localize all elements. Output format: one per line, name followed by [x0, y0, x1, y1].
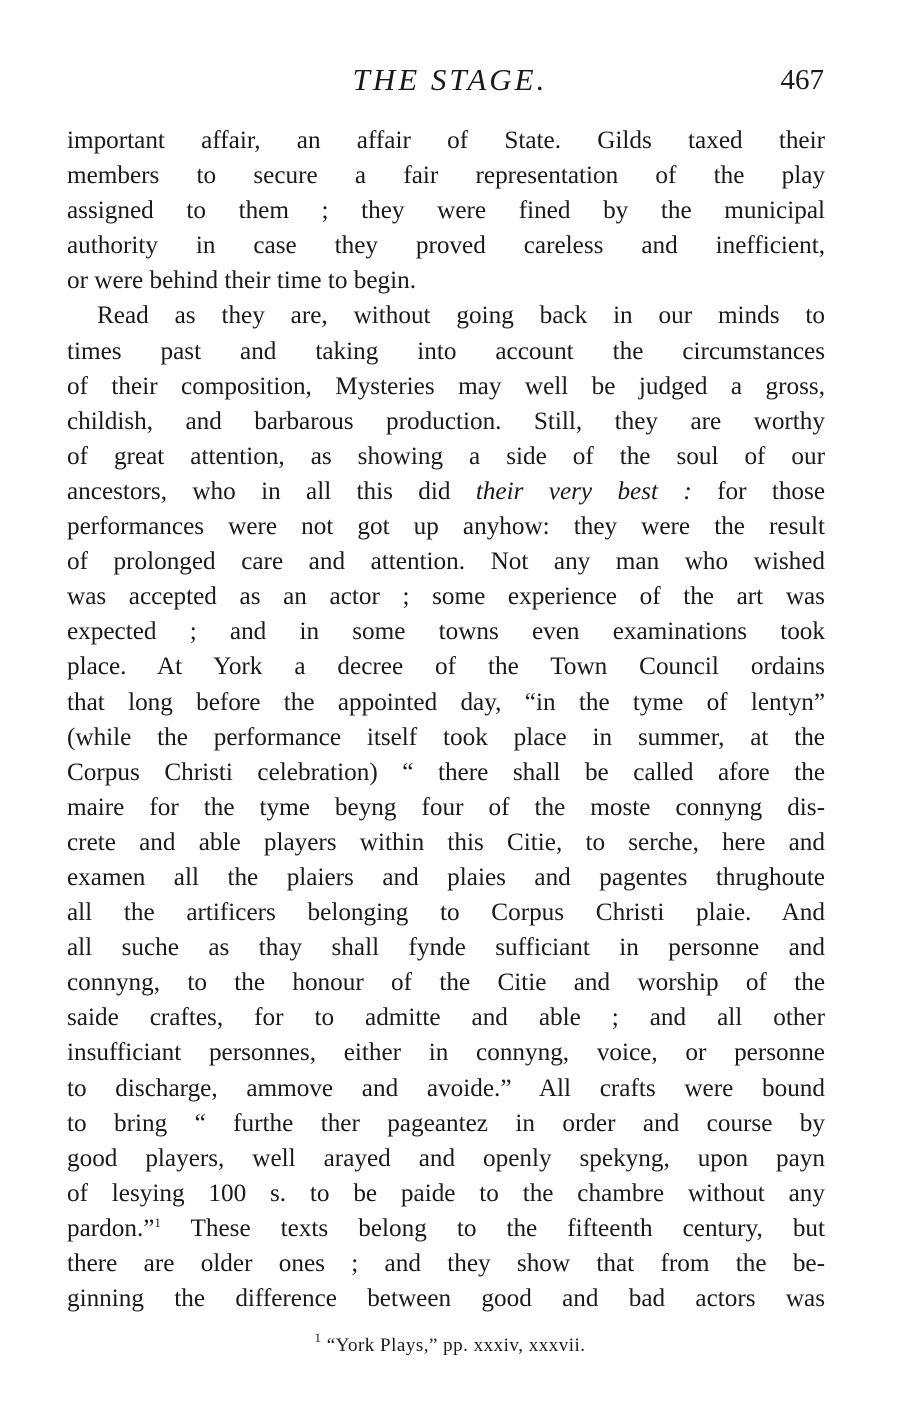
- page-number: 467: [780, 64, 824, 96]
- running-head: [0, 62, 900, 102]
- text-line: childish, and barbarous production. Still, they are worthy: [67, 407, 825, 435]
- footnote-reference: 1: [154, 1214, 161, 1230]
- text-line: important affair, an affair of State. Gilds taxed their: [67, 127, 825, 154]
- text-line: of lesying 100 s. to be paide to the chambre without any: [67, 1179, 825, 1207]
- text-line: times past and taking into account the circumstances: [67, 337, 825, 365]
- text-line: or were behind their time to begin.: [67, 267, 417, 295]
- text-line: members to secure a fair representation of the play: [67, 162, 825, 190]
- text-line: insufficiant personnes, either in connyng, voice, or personne: [67, 1039, 825, 1067]
- text-line: of their composition, Mysteries may well be judged a gross,: [67, 372, 825, 400]
- running-title: THE STAGE.: [352, 62, 548, 97]
- text-line: was accepted as an actor ; some experience of the art was: [67, 583, 825, 611]
- text-line: to discharge, ammove and avoide.” All crafts were bound: [67, 1074, 825, 1102]
- text-line: all the artificers belonging to Corpus Christi plaie. And: [67, 899, 825, 927]
- text-line-end: These texts belong to the fifteenth century, but: [160, 1214, 825, 1242]
- text-line: all suche as thay shall fynde sufficiant in personne and: [67, 934, 825, 962]
- text-line: Read as they are, without going back in our minds to: [97, 302, 825, 330]
- footnote-marker: 1: [314, 1330, 322, 1345]
- text-line: (while the performance itself took place in summer, at the: [67, 723, 825, 751]
- text-line: [67, 474, 825, 509]
- text-line: good players, well arayed and openly spekyng, upon payn: [67, 1144, 825, 1172]
- text-line: performances were not got up anyhow: they were the result: [67, 513, 825, 541]
- text-line: assigned to them ; they were fined by the municipal: [67, 197, 825, 225]
- text-line: of great attention, as showing a side of the soul of our: [67, 442, 825, 470]
- text-line-end: for those: [691, 477, 826, 505]
- text-line: expected ; and in some towns even examinations took: [67, 618, 825, 646]
- italic-phrase: their very best :: [475, 477, 692, 505]
- text-line: crete and able players within this Citie, to serche, here and: [67, 828, 825, 856]
- footnote: [0, 1330, 900, 1357]
- text-line: maire for the tyme beyng four of the moste connyng dis-: [67, 793, 825, 821]
- text-line: there are older ones ; and they show that from the be-: [67, 1250, 825, 1277]
- text-line: to bring “ furthe ther pageantez in order and course by: [67, 1109, 825, 1137]
- text-line: saide craftes, for to admitte and able ; and all other: [67, 1004, 825, 1032]
- text-line: ginning the difference between good and bad actors was: [67, 1285, 825, 1313]
- text-line: examen all the plaiers and plaies and pagentes thrughoute: [67, 863, 825, 891]
- text-line: of prolonged care and attention. Not any man who wished: [67, 548, 825, 576]
- text-line: [67, 1211, 825, 1246]
- text-line-start: ancestors, who in all this did: [67, 477, 476, 505]
- text-line: place. At York a decree of the Town Council ordains: [67, 653, 825, 681]
- body-text: [67, 123, 825, 1316]
- text-line: that long before the appointed day, “in the tyme of lentyn”: [67, 688, 825, 716]
- text-line: connyng, to the honour of the Citie and worship of the: [67, 969, 825, 997]
- text-line: authority in case they proved careless and inefficient,: [67, 232, 825, 260]
- text-line: Corpus Christi celebration) “ there shall be called afore the: [67, 758, 825, 786]
- footnote-text: “York Plays,” pp. xxxiv, xxxvii.: [326, 1335, 586, 1356]
- text-line-start: pardon.”: [67, 1214, 155, 1242]
